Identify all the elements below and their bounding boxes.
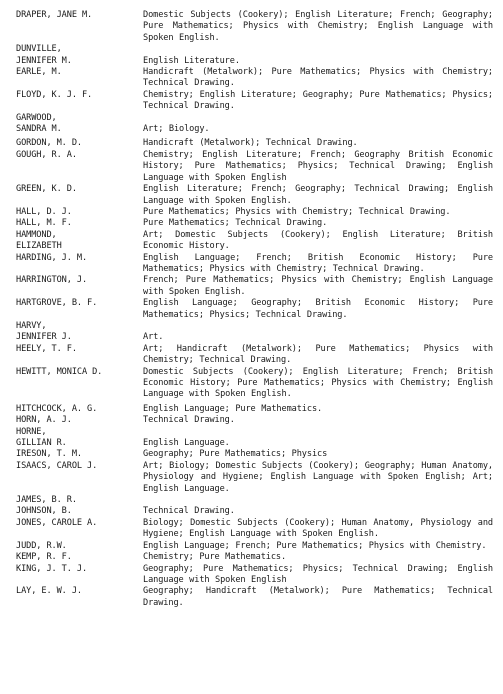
entry-row xyxy=(16,344,493,367)
entry-name: KEMP, R. F. xyxy=(16,552,72,563)
entry-name: LAY, E. W. J. xyxy=(16,586,82,597)
entry-name: KING, J. T. J. xyxy=(16,563,88,574)
entry-row xyxy=(16,10,493,44)
entry-subjects: Chemistry; English Literature; Geography; Pure Mathematics; Physics; Technical Drawing. xyxy=(143,89,493,112)
entry-name: HALL, M. F. xyxy=(16,218,72,229)
entry-row xyxy=(16,321,493,344)
entry-row xyxy=(16,461,493,495)
entry-subjects: English Language; French; British Economic History; Pure Mathematics; Physics with Chemistry; Technical Drawing. xyxy=(143,252,493,274)
entry-subjects: Handicraft (Metalwork); Pure Mathematics; Physics with Chemistry; Technical Drawing. xyxy=(143,67,493,89)
entry-subjects: English Language; French; Pure Mathematics; Physics with Chemistry. xyxy=(143,540,487,551)
entry-subjects: English Language. xyxy=(143,438,230,449)
entry-subjects: Art; Handicraft (Metalwork); Pure Mathematics; Physics with Chemistry; Technical Drawing. xyxy=(143,343,493,366)
entry-row xyxy=(16,298,493,321)
entry-subjects: Geography; Handicraft (Metalwork); Pure Mathematics; Technical Drawing. xyxy=(143,586,493,608)
entry-name: ISAACS, CAROL J. xyxy=(16,460,98,471)
entry-name: DRAPER, JANE M. xyxy=(16,10,93,20)
entry-row xyxy=(16,113,493,136)
entry-subjects: Chemistry; English Literature; French; Geography British Economic History; Pure Mathematics; Physics; Technical Drawing; English Language with Spoken English xyxy=(143,149,493,183)
entry-name: HARVY, JENNIFER J. xyxy=(16,320,72,343)
entry-name: JOHNSON, B. xyxy=(16,506,72,517)
entry-subjects: French; Pure Mathematics; Physics with Chemistry; English Language with Spoken English. xyxy=(143,275,493,297)
entry-row xyxy=(16,367,493,401)
entry-name: HORNE, GILLIAN R. xyxy=(16,426,67,449)
entry-subjects: Art. xyxy=(143,332,164,343)
entry-row xyxy=(16,449,493,460)
entry-name: HARTGROVE, B. F. xyxy=(16,298,98,309)
entry-name: HEELY, T. F. xyxy=(16,343,77,354)
entry-row xyxy=(16,90,493,113)
entry-row xyxy=(16,138,493,149)
entry-row xyxy=(16,495,493,506)
entry-row xyxy=(16,541,493,552)
entry-subjects: Domestic Subjects (Cookery); English Literature; French; British Economic History; Pure Mathematics; Physics with Chemistry; English Language with Spoken English. xyxy=(143,366,493,400)
entry-row xyxy=(16,44,493,67)
entry-row xyxy=(16,150,493,184)
entry-subjects: Art; Domestic Subjects (Cookery); English Literature; British Economic History. xyxy=(143,229,493,252)
entry-row xyxy=(16,218,493,229)
entry-subjects: Domestic Subjects (Cookery); English Literature; French; Geography; Pure Mathematics; Physics with Chemistry; English Language with Spoken English. xyxy=(143,10,493,43)
entry-name: GOUGH, R. A. xyxy=(16,149,77,160)
entry-name: HARRINGTON, J. xyxy=(16,275,88,286)
entry-row xyxy=(16,415,493,426)
entry-subjects: Chemistry; Pure Mathematics. xyxy=(143,552,287,563)
entry-row xyxy=(16,586,493,609)
entry-row xyxy=(16,67,493,90)
entry-row xyxy=(16,275,493,298)
entry-name: JONES, CAROLE A. xyxy=(16,517,98,528)
entry-row xyxy=(16,427,493,450)
entry-subjects: Geography; Pure Mathematics; Physics xyxy=(143,449,328,460)
entry-name: HITCHCOCK, A. G. xyxy=(16,403,98,414)
entry-name: GREEN, K. D. xyxy=(16,184,77,195)
entry-subjects: Technical Drawing. xyxy=(143,506,235,517)
entry-row xyxy=(16,506,493,517)
entry-name: IRESON, T. M. xyxy=(16,449,82,460)
entry-row xyxy=(16,207,493,218)
entry-name: JUDD, R.W. xyxy=(16,540,67,551)
entry-name: HARDING, J. M. xyxy=(16,252,88,263)
entry-row xyxy=(16,518,493,541)
entry-name: JAMES, B. R. xyxy=(16,495,77,506)
entry-subjects: Pure Mathematics; Physics with Chemistry; Technical Drawing. xyxy=(143,206,451,217)
entry-subjects: Technical Drawing. xyxy=(143,415,235,426)
entry-row xyxy=(16,230,493,253)
entry-subjects: English Language; Geography; British Economic History; Pure Mathematics; Physics; Technical Drawing. xyxy=(143,298,493,320)
entry-name: GARWOOD, SANDRA M. xyxy=(16,112,62,135)
entry-subjects: Biology; Domestic Subjects (Cookery); Human Anatomy, Physiology and Hygiene; English Language with Spoken English. xyxy=(143,517,493,540)
entry-name: HALL, D. J. xyxy=(16,206,72,217)
entry-subjects: Handicraft (Metalwork); Technical Drawing. xyxy=(143,138,358,149)
entry-subjects: Art; Biology. xyxy=(143,124,210,135)
entry-subjects: Pure Mathematics; Technical Drawing. xyxy=(143,218,328,229)
entry-name: FLOYD, K. J. F. xyxy=(16,89,93,100)
entry-subjects: English Literature. xyxy=(143,55,240,66)
entry-row xyxy=(16,564,493,587)
entry-subjects: English Literature; French; Geography; Technical Drawing; English Language with Spoken English. xyxy=(143,184,493,206)
entry-subjects: Art; Biology; Domestic Subjects (Cookery); Geography; Human Anatomy, Physiology and Hygiene; English Language with Spoken English; Art; English Language. xyxy=(143,460,493,494)
entry-row xyxy=(16,552,493,563)
entry-name: EARLE, M. xyxy=(16,67,62,78)
entry-row xyxy=(16,253,493,276)
entry-subjects: English Language; Pure Mathematics. xyxy=(143,403,323,414)
entry-name: HORN, A. J. xyxy=(16,415,72,426)
entry-row xyxy=(16,184,493,207)
entry-subjects: Geography; Pure Mathematics; Physics; Technical Drawing; English Language with Spoken English xyxy=(143,563,493,585)
entry-name: HAMMOND, ELIZABETH xyxy=(16,229,62,252)
entry-name: HEWITT, MONICA D. xyxy=(16,366,103,377)
entry-name: GORDON, M. D. xyxy=(16,138,82,149)
entry-row xyxy=(16,404,493,415)
entry-name: DUNVILLE, JENNIFER M. xyxy=(16,44,72,66)
